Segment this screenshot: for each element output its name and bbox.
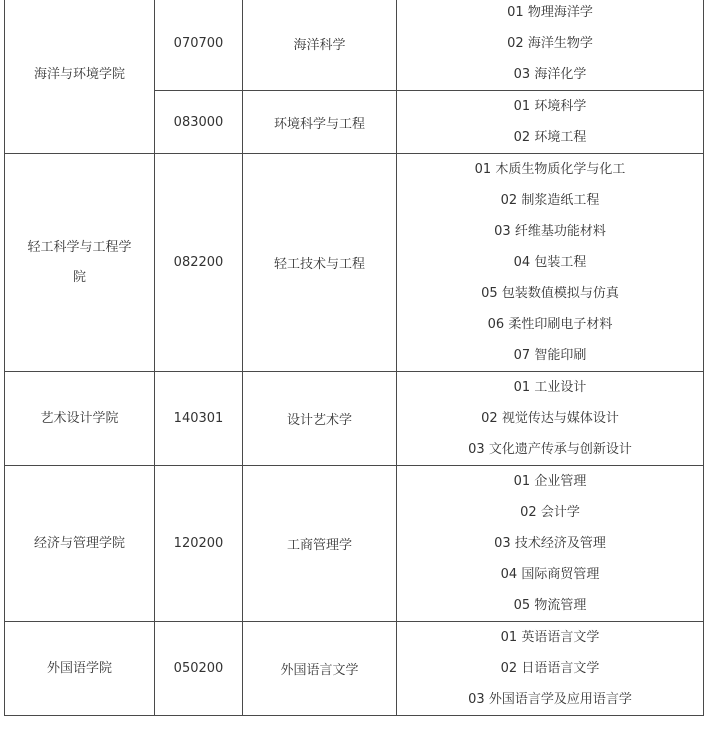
direction-item: 07 智能印刷: [513, 348, 587, 363]
direction-item: 01 英语语言文学: [500, 630, 600, 645]
research-directions: [397, 154, 704, 372]
direction-item: 03 外国语言学及应用语言学: [468, 692, 632, 707]
direction-item: 02 环境工程: [513, 130, 587, 145]
college-name: 艺术设计学院: [40, 410, 119, 426]
major-code: 083000: [155, 91, 243, 154]
major-name: 轻工技术与工程: [243, 154, 397, 372]
research-directions: [397, 0, 704, 91]
major-code: 120200: [155, 466, 243, 622]
research-directions: [397, 372, 704, 466]
college-name: 轻工科学与工程学院: [27, 239, 132, 285]
major-name: 外国语言文学: [243, 622, 397, 716]
table-row: [5, 0, 704, 91]
major-code: 140301: [155, 372, 243, 466]
direction-item: 02 会计学: [520, 505, 580, 520]
direction-item: 02 日语语言文学: [500, 661, 600, 676]
direction-item: 03 文化遗产传承与创新设计: [468, 442, 632, 457]
major-name: 海洋科学: [243, 0, 397, 91]
direction-item: 04 国际商贸管理: [500, 567, 600, 582]
direction-item: 01 企业管理: [513, 474, 587, 489]
college-cell: [5, 622, 155, 716]
research-directions: [397, 91, 704, 154]
direction-item: 01 木质生物质化学与化工: [474, 162, 626, 177]
direction-item: 04 包装工程: [513, 255, 587, 270]
major-name: 工商管理学: [243, 466, 397, 622]
direction-item: 02 海洋生物学: [507, 36, 593, 51]
direction-item: 02 制浆造纸工程: [500, 193, 600, 208]
direction-item: 05 包装数值模拟与仿真: [481, 286, 619, 301]
program-table-body: [5, 0, 704, 716]
major-code: 050200: [155, 622, 243, 716]
college-cell: [5, 154, 155, 372]
direction-item: 03 海洋化学: [513, 67, 587, 82]
research-directions: [397, 466, 704, 622]
program-table: [4, 0, 704, 716]
college-cell: [5, 372, 155, 466]
major-code: 082200: [155, 154, 243, 372]
research-directions: [397, 622, 704, 716]
direction-item: 02 视觉传达与媒体设计: [481, 411, 619, 426]
direction-item: 01 物理海洋学: [507, 5, 593, 20]
college-name: 经济与管理学院: [33, 535, 125, 551]
table-row: [5, 622, 704, 716]
major-name: 设计艺术学: [243, 372, 397, 466]
direction-item: 05 物流管理: [513, 598, 587, 613]
college-name: 海洋与环境学院: [33, 67, 125, 82]
direction-item: 01 环境科学: [513, 99, 587, 114]
table-row: [5, 154, 704, 372]
table-row: [5, 466, 704, 622]
college-name: 外国语学院: [46, 660, 112, 676]
direction-item: 01 工业设计: [513, 380, 587, 395]
direction-item: 03 纤维基功能材料: [494, 224, 606, 239]
direction-item: 06 柔性印刷电子材料: [487, 317, 613, 332]
college-cell: [5, 0, 155, 154]
college-cell: [5, 466, 155, 622]
table-row: [5, 372, 704, 466]
major-name: 环境科学与工程: [243, 91, 397, 154]
direction-item: 03 技术经济及管理: [494, 536, 606, 551]
major-code: 070700: [155, 0, 243, 91]
